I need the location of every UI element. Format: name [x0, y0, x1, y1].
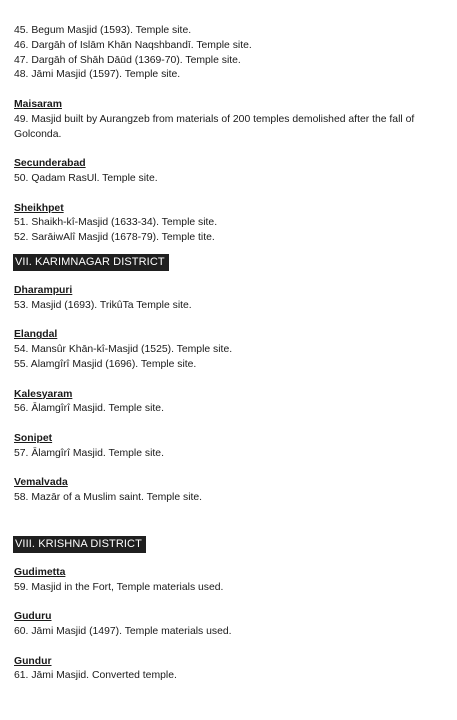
place-heading-maisaram: Maisaram [14, 98, 62, 110]
section-gundur [14, 655, 449, 685]
entry-48: 48. Jāmi Masjid (1597). Temple site. [14, 69, 181, 81]
section-sonipet [14, 432, 449, 462]
place-heading-gudimetta: Gudimetta [14, 566, 66, 578]
entry-56: 56. Ālamgîrî Masjid. Temple site. [14, 403, 164, 415]
spacer [14, 142, 449, 157]
section-kalesyaram [14, 388, 449, 418]
spacer [14, 187, 449, 202]
district-banner-karimnagar: VII. KARIMNAGAR DISTRICT [13, 254, 169, 271]
spacer [14, 270, 449, 284]
entry-55: 55. Alamgîrî Masjid (1696). Temple site. [14, 358, 197, 370]
spacer [14, 462, 449, 477]
spacer [14, 373, 449, 388]
document-page [14, 24, 449, 684]
section-elangdal [14, 328, 449, 372]
entry-49: 49. Masjid built by Aurangzeb from materials of 200 temples demolished after the fall of Golconda. [14, 113, 415, 140]
entry-54: 54. Mansûr Khān-kî-Masjid (1525). Temple site. [14, 344, 233, 356]
spacer [14, 596, 449, 611]
section-vemalvada [14, 476, 449, 506]
entry-58: 58. Mazār of a Muslim saint. Temple site. [14, 492, 203, 504]
entry-47: 47. Dargāh of Shāh Dāūd (1369-70). Temple site. [14, 54, 241, 66]
place-heading-elangdal: Elangdal [14, 329, 58, 341]
place-heading-sonipet: Sonipet [14, 432, 53, 444]
section-maisaram [14, 98, 449, 142]
place-heading-kalesyaram: Kalesyaram [14, 388, 73, 400]
place-heading-sheikhpet: Sheikhpet [14, 202, 64, 214]
entry-51: 51. Shaikh-kî-Masjid (1633-34). Temple site. [14, 217, 218, 229]
spacer [14, 417, 449, 432]
entry-61: 61. Jāmi Masjid. Converted temple. [14, 670, 177, 682]
spacer [14, 552, 449, 566]
entry-50: 50. Qadam RasUl. Temple site. [14, 172, 158, 184]
entry-60: 60. Jāmi Masjid (1497). Temple materials used. [14, 626, 232, 638]
entry-52: 52. SarāiwAlî Masjid (1678-79). Temple tite. [14, 232, 215, 244]
section-sheikhpet [14, 202, 449, 246]
section-guduru [14, 610, 449, 640]
district-banner-row [14, 534, 449, 552]
place-heading-gundur: Gundur [14, 655, 52, 667]
entry-46: 46. Dargāh of Islām Khān Naqshbandī. Temple site. [14, 39, 252, 51]
spacer [14, 83, 449, 98]
section-gudimetta [14, 566, 449, 596]
district-banner-row [14, 252, 449, 270]
place-heading-vemalvada: Vemalvada [14, 477, 68, 489]
section-secunderabad [14, 157, 449, 187]
spacer [14, 506, 449, 534]
spacer [14, 314, 449, 329]
section-dharampuri [14, 284, 449, 314]
place-heading-dharampuri: Dharampuri [14, 284, 73, 296]
place-heading-guduru: Guduru [14, 611, 52, 623]
district-banner-krishna: VIII. KRISHNA DISTRICT [13, 536, 146, 553]
entry-45: 45. Begum Masjid (1593). Temple site. [14, 25, 192, 36]
entry-list-top [14, 24, 449, 83]
entry-53: 53. Masjid (1693). TrikûTa Temple site. [14, 299, 192, 311]
entry-57: 57. Ālamgîrî Masjid. Temple site. [14, 447, 164, 459]
entry-59: 59. Masjid in the Fort, Temple materials used. [14, 581, 224, 593]
place-heading-secunderabad: Secunderabad [14, 158, 86, 170]
spacer [14, 640, 449, 655]
